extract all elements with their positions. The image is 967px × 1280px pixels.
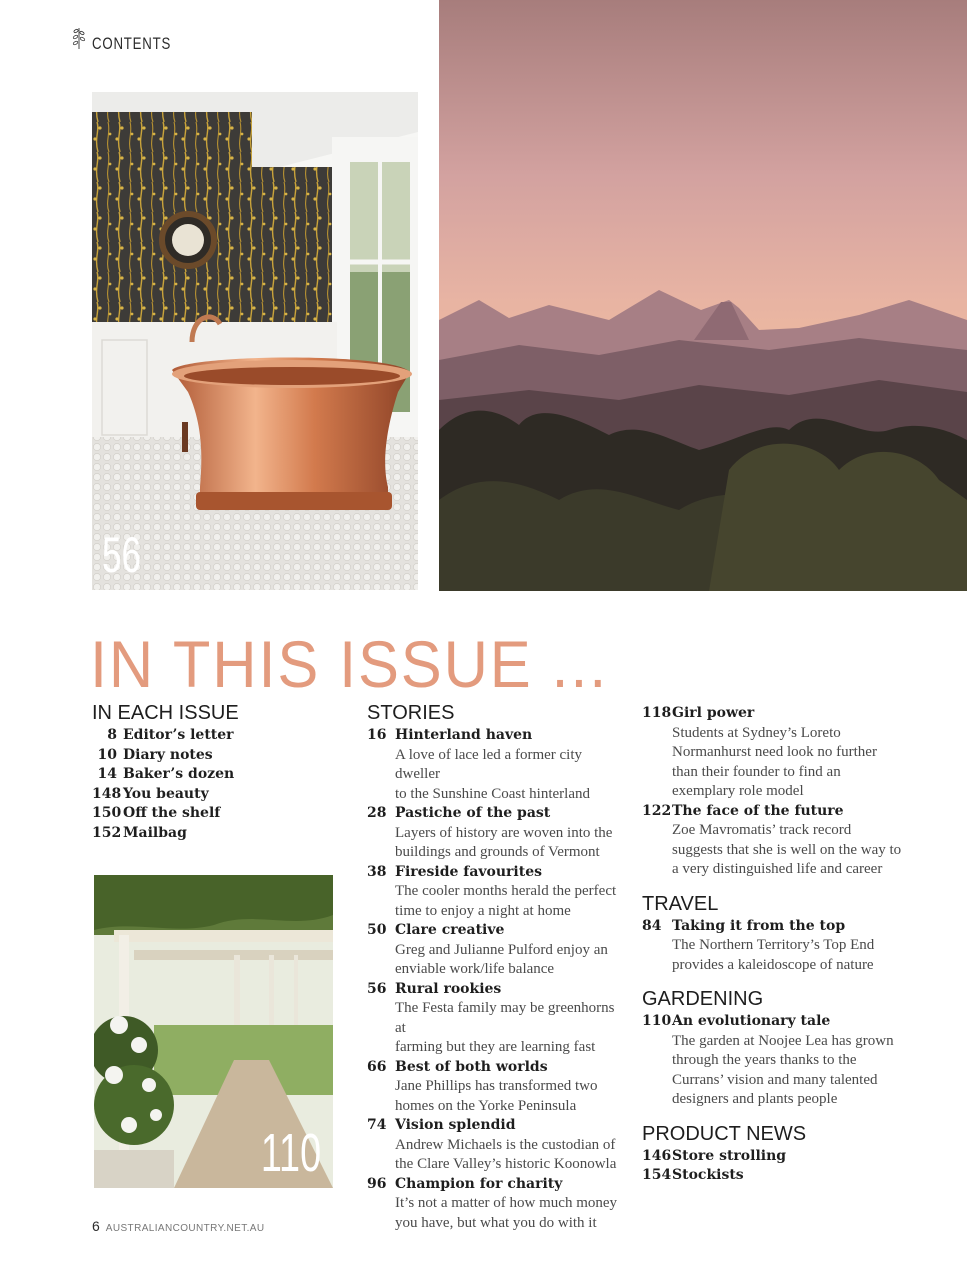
- bathroom-photo: [92, 92, 418, 590]
- entry-title: Vision splendid: [395, 1117, 516, 1133]
- entry-title: The face of the future: [672, 802, 844, 819]
- entry-description-line: the Clare Valley’s historic Koonowla: [395, 1156, 617, 1172]
- entry-description-line: Zoe Mavromatis’ track record: [672, 822, 852, 838]
- toc-entry[interactable]: [642, 917, 907, 976]
- entry-page: 28: [367, 805, 387, 821]
- entry-page: 16: [367, 727, 387, 743]
- bathroom-illustration: [92, 92, 418, 590]
- entry-description-line: farming but they are learning fast: [395, 1039, 596, 1055]
- in-each-issue-section: [92, 702, 342, 843]
- entry-title: Stockists: [672, 1167, 744, 1183]
- section-gap: [642, 975, 907, 988]
- toc-entry[interactable]: [367, 921, 627, 980]
- pergola-page-number: 110: [260, 1123, 321, 1183]
- toc-entry[interactable]: [367, 1175, 627, 1234]
- toc-entry[interactable]: [92, 824, 342, 844]
- toc-entry[interactable]: [642, 802, 907, 880]
- entry-page: 66: [367, 1058, 387, 1075]
- entry-description-line: The cooler months herald the perfect: [395, 883, 617, 899]
- entry-page: 14: [97, 766, 117, 782]
- toc-entry[interactable]: [92, 726, 342, 746]
- toc-entry[interactable]: [92, 746, 342, 766]
- right-column: [642, 704, 907, 1186]
- entry-description-line: through the years thanks to the: [672, 1052, 857, 1068]
- sprig-icon: [70, 26, 88, 50]
- entry-page: 150: [92, 805, 122, 821]
- entry-description-line: The Northern Territory’s Top End: [672, 937, 875, 953]
- toc-entry[interactable]: [367, 1116, 627, 1175]
- entry-description-line: Currans’ vision and many talented: [672, 1071, 878, 1088]
- entry-page: 110: [642, 1013, 672, 1029]
- issue-title: IN THIS ISSUE ...: [90, 627, 609, 701]
- entry-page: 152: [92, 824, 122, 841]
- section-gap: [642, 880, 907, 893]
- sunset-landscape-photo: [439, 0, 967, 591]
- entry-page: 148: [92, 785, 122, 802]
- entry-page: 146: [642, 1147, 672, 1164]
- entry-description-line: enviable work/life balance: [395, 961, 555, 977]
- toc-entry[interactable]: [367, 980, 627, 1058]
- entry-title: Girl power: [672, 705, 755, 721]
- stories-section: [367, 702, 627, 1233]
- entry-description-line: It’s not a matter of how much money: [395, 1195, 618, 1211]
- entry-description-line: The garden at Noojee Lea has grown: [672, 1032, 894, 1049]
- gardening-heading: GARDENING: [642, 988, 764, 1010]
- entry-title: An evolutionary tale: [672, 1013, 831, 1029]
- entry-page: 50: [367, 922, 387, 938]
- entry-title: Pastiche of the past: [395, 805, 551, 821]
- in-each-issue-heading: IN EACH ISSUE: [92, 702, 239, 724]
- entry-title: Mailbag: [123, 824, 187, 841]
- entry-title: Editor’s letter: [123, 727, 234, 743]
- toc-entry[interactable]: [92, 785, 342, 805]
- entry-title: Taking it from the top: [672, 917, 846, 934]
- entry-description-line: Students at Sydney’s Loreto: [672, 724, 841, 741]
- contents-header: [70, 22, 194, 54]
- entry-description-line: buildings and grounds of Vermont: [395, 844, 600, 860]
- toc-entry[interactable]: [367, 1058, 627, 1117]
- entry-description-line: time to enjoy a night at home: [395, 902, 571, 919]
- garden-pergola-photo: [94, 875, 333, 1188]
- entry-title: Off the shelf: [123, 805, 221, 821]
- entry-page: 38: [367, 863, 387, 880]
- entry-description-line: to the Sunshine Coast hinterland: [395, 785, 590, 802]
- entry-page: 10: [97, 746, 117, 763]
- entry-description-line: Jane Phillips has transformed two: [395, 1078, 598, 1094]
- entry-description-line: you have, but what you do with it: [395, 1214, 597, 1231]
- entry-description-line: The Festa family may be greenhorns at: [395, 1000, 615, 1036]
- entry-description-line: designers and plants people: [672, 1091, 838, 1107]
- entry-description-line: a very distinguished life and career: [672, 861, 883, 877]
- footer-website-link[interactable]: AUSTRALIANCOUNTRY.NET.AU: [105, 1223, 265, 1234]
- entry-title: Best of both worlds: [395, 1058, 548, 1075]
- in-each-issue-list: [92, 726, 342, 843]
- entry-description-line: exemplary role model: [672, 783, 804, 799]
- entry-page: 74: [367, 1117, 387, 1133]
- toc-entry[interactable]: [642, 704, 907, 802]
- entry-description-line: suggests that she is well on the way to: [672, 841, 902, 858]
- entry-title: Rural rookies: [395, 980, 502, 997]
- toc-entry[interactable]: [367, 804, 627, 863]
- toc-entry[interactable]: [367, 863, 627, 922]
- entry-page: 154: [642, 1167, 672, 1183]
- entry-title: Hinterland haven: [395, 727, 533, 743]
- entry-title: You beauty: [123, 785, 209, 802]
- footer-page-number: 6: [92, 1218, 100, 1234]
- entry-page: 8: [107, 727, 117, 743]
- toc-entry[interactable]: [642, 1012, 907, 1110]
- entry-page: 118: [642, 705, 672, 721]
- stories-heading: STORIES: [367, 702, 455, 724]
- entry-description-line: Greg and Julianne Pulford enjoy an: [395, 941, 608, 958]
- section-label: CONTENTS: [92, 34, 172, 53]
- page-footer: [92, 1218, 265, 1234]
- entry-title: Store strolling: [672, 1147, 787, 1164]
- entry-title: Champion for charity: [395, 1175, 563, 1192]
- entry-page: 56: [367, 980, 387, 997]
- entry-description-line: than their founder to find an: [672, 763, 841, 780]
- product-news-heading: PRODUCT NEWS: [642, 1122, 807, 1145]
- toc-entry[interactable]: [642, 1147, 907, 1167]
- travel-heading: TRAVEL: [642, 892, 719, 915]
- entry-page: 96: [367, 1175, 387, 1192]
- sunset-illustration: [439, 0, 967, 591]
- entry-title: Baker’s dozen: [123, 766, 235, 782]
- entry-title: Clare creative: [395, 922, 505, 938]
- entry-description-line: homes on the Yorke Peninsula: [395, 1097, 577, 1114]
- entry-description-line: A love of lace led a former city dweller: [395, 746, 583, 782]
- entry-description-line: Andrew Michaels is the custodian of: [395, 1136, 616, 1153]
- toc-entry[interactable]: [92, 804, 342, 824]
- toc-entry[interactable]: [367, 726, 627, 804]
- bathroom-page-number: 56: [102, 527, 141, 583]
- entry-description-line: provides a kaleidoscope of nature: [672, 956, 874, 973]
- entry-title: Diary notes: [123, 746, 213, 763]
- entry-description-line: Normanhurst need look no further: [672, 744, 877, 760]
- toc-entry[interactable]: [642, 1166, 907, 1186]
- toc-entry[interactable]: [92, 765, 342, 785]
- entry-page: 122: [642, 802, 672, 819]
- section-gap: [642, 1110, 907, 1123]
- entry-description-line: Layers of history are woven into the: [395, 824, 613, 841]
- entry-title: Fireside favourites: [395, 863, 543, 880]
- entry-page: 84: [642, 917, 662, 934]
